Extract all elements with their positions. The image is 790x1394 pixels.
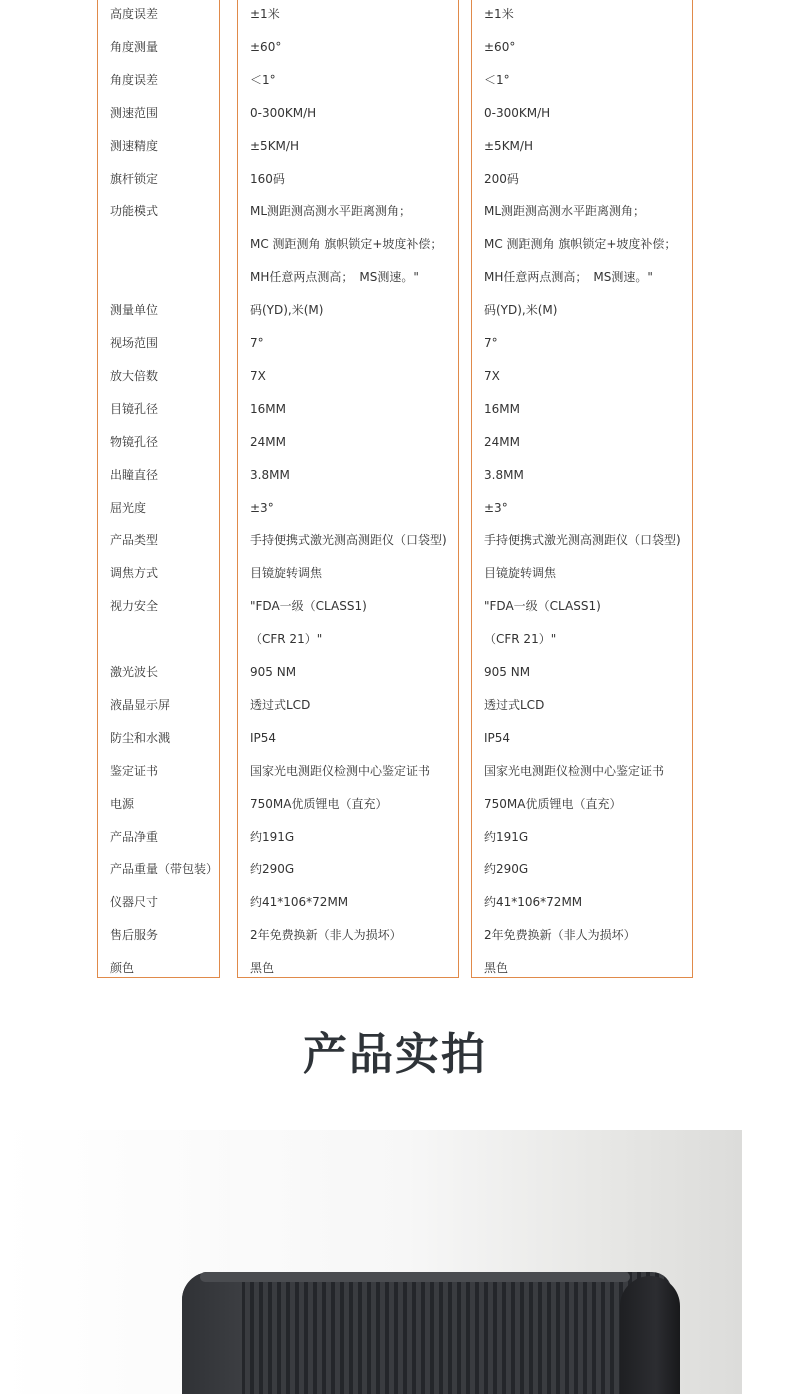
spec-label: 电源 [110,797,135,811]
spec-label: 出瞳直径 [110,468,159,482]
spec-label: 液晶显示屏 [110,698,171,712]
spec-value-a: 24MM [250,435,286,449]
spec-value-b: 3.8MM [484,468,524,482]
spec-value-a: 码(YD),米(M) [250,303,324,317]
spec-label: 调焦方式 [110,566,159,580]
spec-label: 测速精度 [110,139,159,153]
spec-value-a: MC 测距测角 旗帜锁定+坡度补偿； [250,237,443,251]
spec-value-a: 手持便携式激光测高测距仪（口袋型) [250,533,447,547]
spec-label: 角度误差 [110,73,159,87]
spec-value-a: 0-300KM/H [250,106,317,120]
spec-value-b: 透过式LCD [484,698,545,712]
spec-label: 目镜孔径 [110,402,159,416]
spec-model-b-column [471,0,693,978]
spec-value-a: ±5KM/H [250,139,299,153]
device-top-edge [200,1272,630,1282]
spec-value-b: 黑色 [484,961,509,975]
spec-value-b: 码(YD),米(M) [484,303,558,317]
spec-value-a: ＜1° [250,73,276,87]
spec-value-b: MH任意两点测高； MS测速。" [484,270,653,284]
spec-value-b: 手持便携式激光测高测距仪（口袋型) [484,533,681,547]
spec-value-a: 目镜旋转调焦 [250,566,323,580]
spec-value-a: 约191G [250,830,295,844]
spec-value-b: 200码 [484,172,519,186]
spec-value-a: 905 NM [250,665,297,679]
spec-value-a: ±60° [250,40,282,54]
spec-label: 产品重量（带包装） [110,862,219,876]
spec-value-b: 目镜旋转调焦 [484,566,557,580]
spec-value-b: ±5KM/H [484,139,533,153]
spec-label: 视力安全 [110,599,159,613]
spec-value-a: （CFR 21）" [250,632,323,646]
spec-label: 旗杆锁定 [110,172,159,186]
spec-value-a: ±1米 [250,7,280,21]
spec-label: 颜色 [110,961,135,975]
spec-model-a-column [237,0,459,978]
device-eyepiece-image [620,1276,680,1394]
spec-value-a: ±3° [250,501,274,515]
spec-label: 屈光度 [110,501,147,515]
spec-label: 激光波长 [110,665,159,679]
spec-value-a: 2年免费换新（非人为损坏） [250,928,402,942]
spec-value-a: 160码 [250,172,285,186]
spec-label: 功能模式 [110,204,159,218]
spec-value-a: 约290G [250,862,295,876]
spec-label: 售后服务 [110,928,159,942]
spec-value-b: 24MM [484,435,520,449]
spec-value-b: （CFR 21）" [484,632,557,646]
spec-value-b: 905 NM [484,665,531,679]
spec-label: 视场范围 [110,336,159,350]
device-body-image [182,1272,672,1394]
spec-value-a: 7° [250,336,264,350]
spec-value-b: "FDA一级（CLASS1) [484,599,601,613]
spec-label: 测速范围 [110,106,159,120]
spec-value-b: ±3° [484,501,508,515]
spec-value-b: 约191G [484,830,529,844]
section-title: 产品实拍 [303,1029,487,1080]
spec-value-a: 7X [250,369,266,383]
spec-value-b: 7X [484,369,500,383]
spec-value-b: ＜1° [484,73,510,87]
spec-value-a: IP54 [250,731,277,745]
spec-value-a: 透过式LCD [250,698,311,712]
spec-value-a: ML测距测高测水平距离测角； [250,204,412,218]
device-cap-image [182,1272,242,1394]
spec-label: 产品类型 [110,533,159,547]
spec-value-b: 7° [484,336,498,350]
spec-value-a: 16MM [250,402,286,416]
spec-label-column [97,0,220,978]
spec-value-a: 750MA优质锂电（直充） [250,797,388,811]
spec-value-b: ML测距测高测水平距离测角； [484,204,646,218]
spec-value-b: ±1米 [484,7,514,21]
spec-label: 鉴定证书 [110,764,159,778]
spec-value-b: 0-300KM/H [484,106,551,120]
spec-label: 防尘和水溅 [110,731,171,745]
spec-label: 产品净重 [110,830,159,844]
spec-value-b: 约41*106*72MM [484,895,583,909]
spec-value-b: ±60° [484,40,516,54]
product-photo [0,1130,742,1394]
spec-value-b: 2年免费换新（非人为损坏） [484,928,636,942]
spec-value-a: 国家光电测距仪检测中心鉴定证书 [250,764,431,778]
spec-label: 测量单位 [110,303,159,317]
spec-value-b: 约290G [484,862,529,876]
spec-label: 放大倍数 [110,369,159,383]
spec-value-b: 16MM [484,402,520,416]
spec-label: 物镜孔径 [110,435,159,449]
spec-value-a: 约41*106*72MM [250,895,349,909]
spec-value-a: "FDA一级（CLASS1) [250,599,367,613]
spec-label: 角度测量 [110,40,159,54]
spec-label: 仪器尺寸 [110,895,159,909]
spec-value-b: MC 测距测角 旗帜锁定+坡度补偿； [484,237,677,251]
spec-value-a: MH任意两点测高； MS测速。" [250,270,419,284]
spec-value-b: IP54 [484,731,511,745]
spec-value-a: 3.8MM [250,468,290,482]
spec-label: 高度误差 [110,7,159,21]
spec-value-b: 750MA优质锂电（直充） [484,797,622,811]
spec-value-a: 黑色 [250,961,275,975]
spec-value-b: 国家光电测距仪检测中心鉴定证书 [484,764,665,778]
